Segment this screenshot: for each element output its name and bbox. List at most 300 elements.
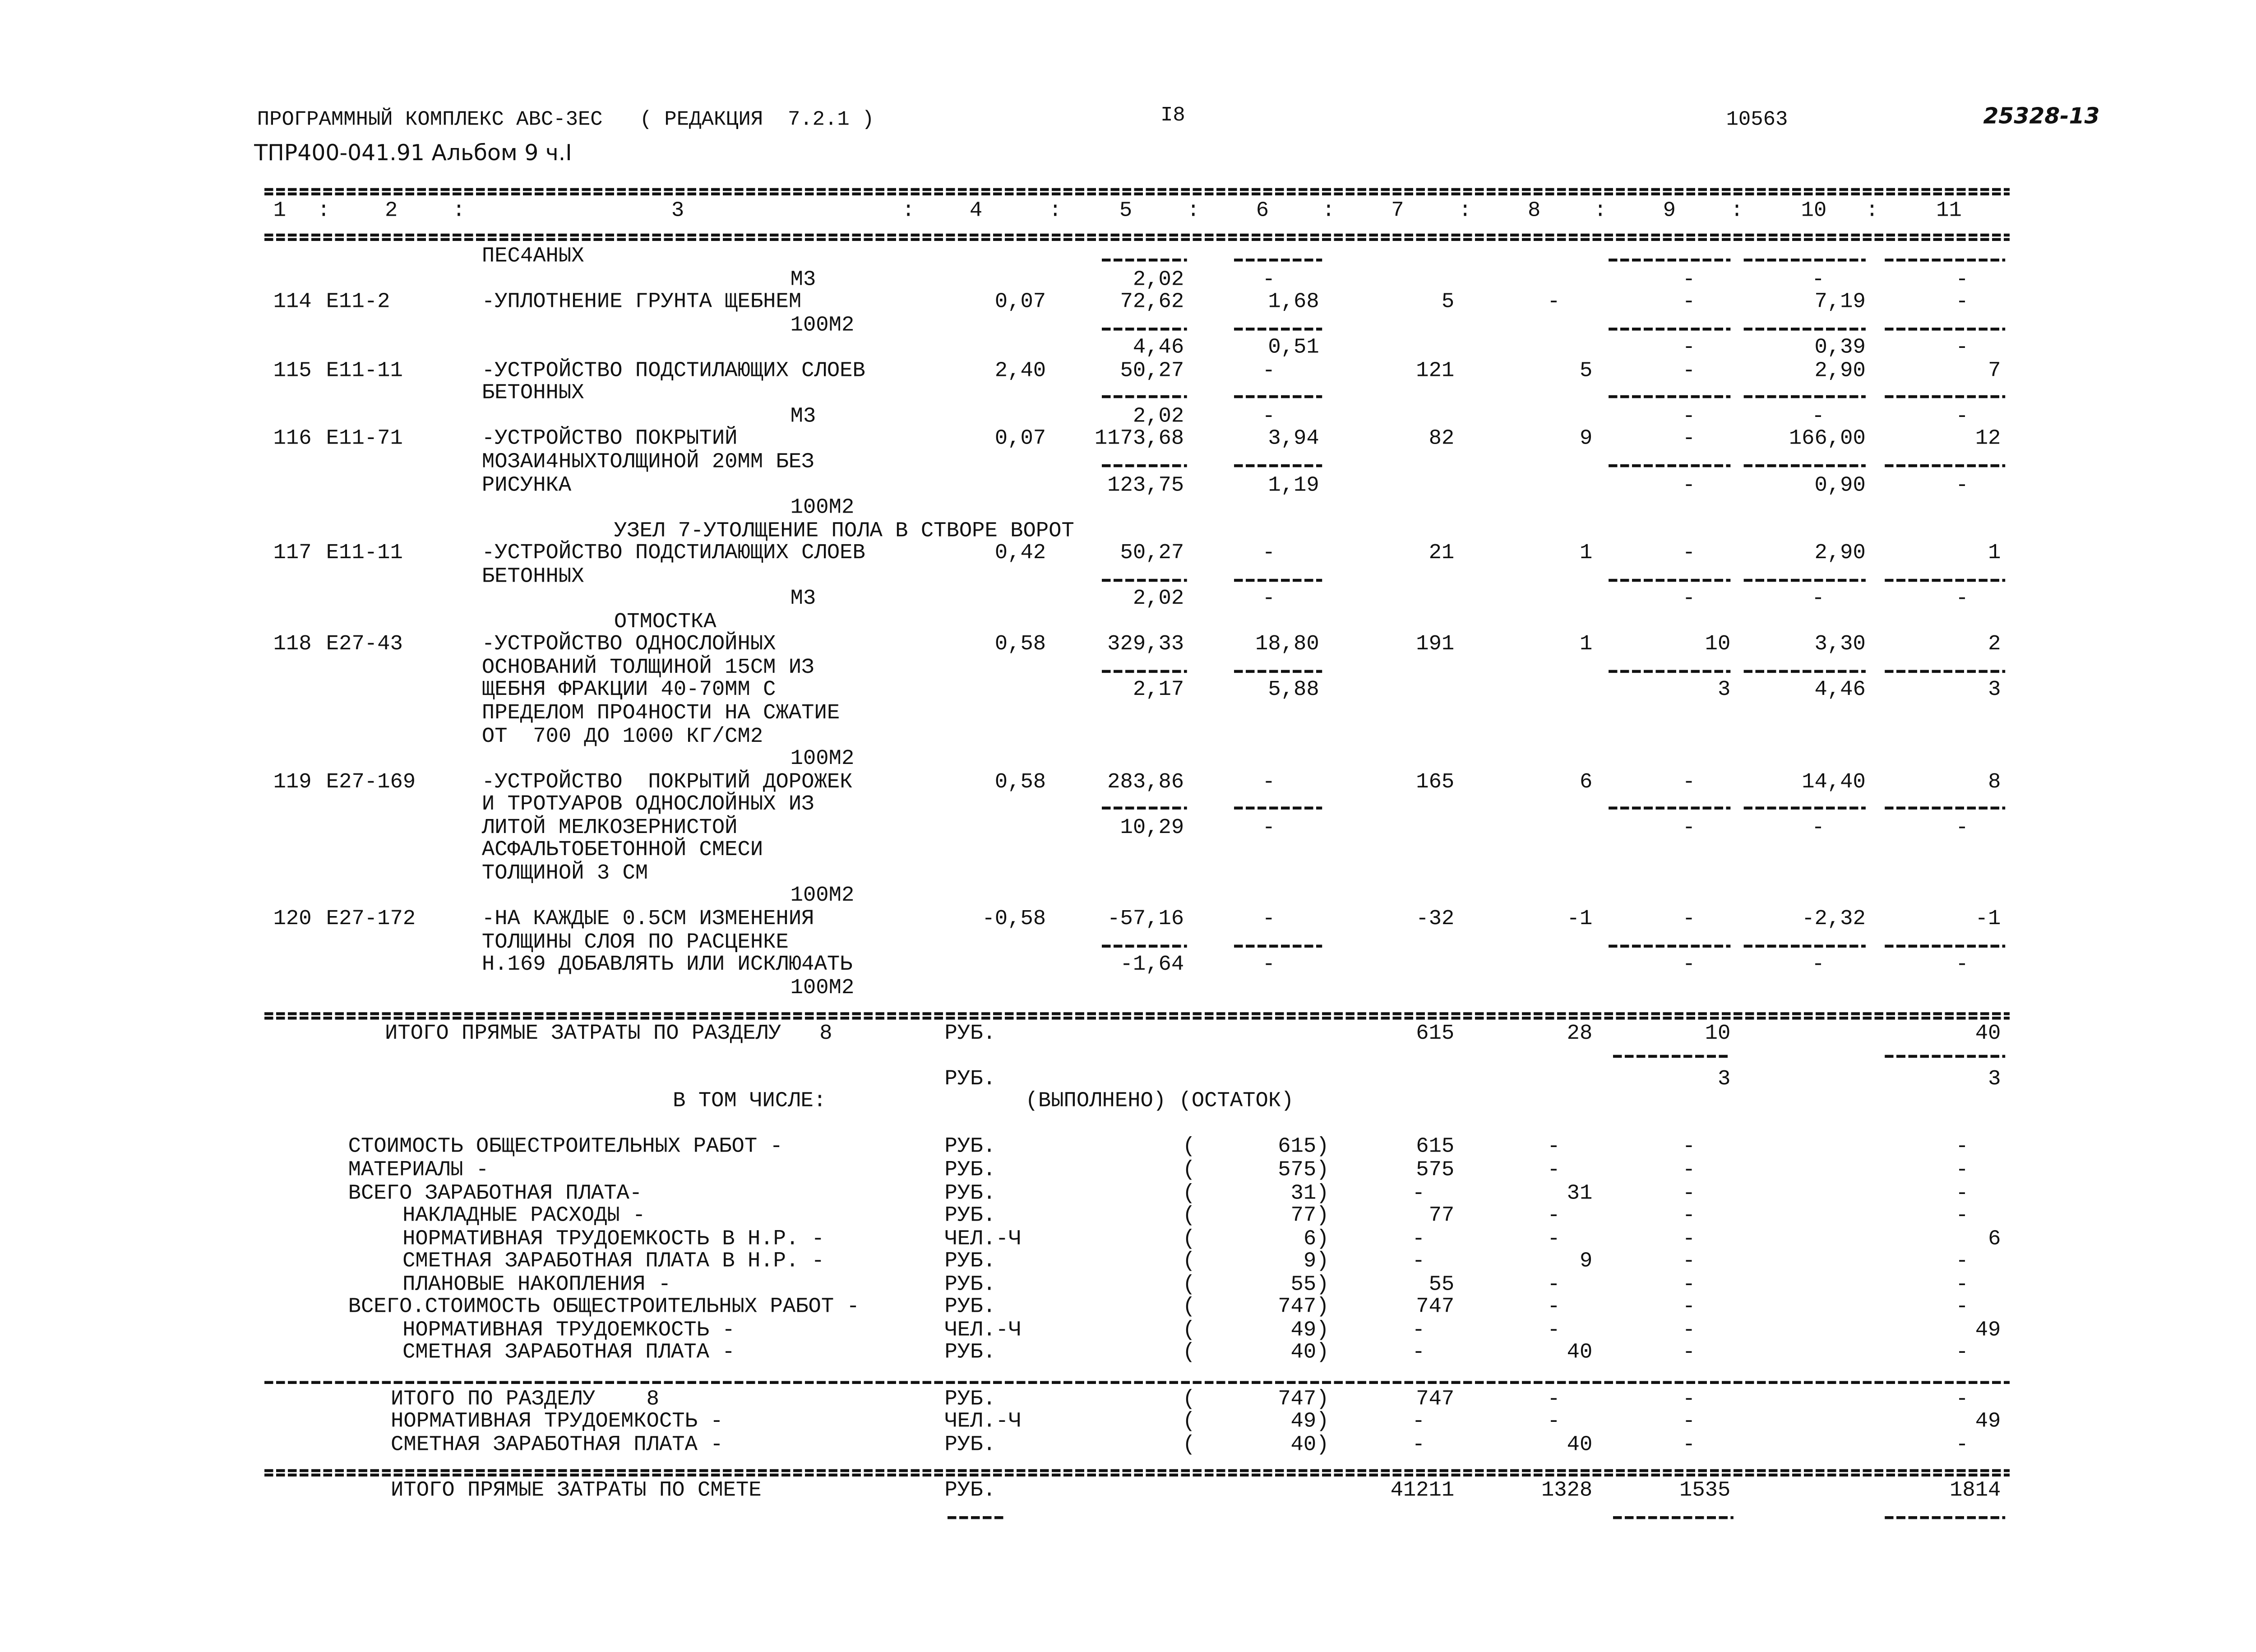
cell-c11: 12 <box>1975 428 2001 452</box>
cell-c5: 1173,68 <box>1094 428 1184 452</box>
header-rule-top-2 <box>264 193 2010 196</box>
summary-label: ВСЕГО ЗАРАБОТНАЯ ПЛАТА- <box>348 1182 643 1206</box>
paren-close: ) <box>1316 1227 1329 1251</box>
work-description: Н.169 ДОБАВЛЯТЬ ИЛИ ИСКЛЮ4АТЬ <box>481 953 853 977</box>
cell-c11: 2 <box>1988 634 2001 657</box>
cell-c8: - <box>1547 1205 1560 1229</box>
summary-sublabel: НОРМАТИВНАЯ ТРУДОЕМКОСТЬ В Н.Р. - <box>402 1227 825 1251</box>
value-divider <box>1744 578 1866 582</box>
cell-c8: 1328 <box>1541 1479 1593 1503</box>
cell-c5: 329,33 <box>1107 634 1184 657</box>
completed-value: 40 <box>1290 1342 1317 1365</box>
measure-unit: 100М2 <box>790 885 855 909</box>
column-separator: : <box>1322 199 1335 223</box>
column-header-10: 10 <box>1801 199 1827 223</box>
work-description: -УСТРОЙСТВО ПОКРЫТИЙ ДОРОЖЕК <box>481 771 853 795</box>
cell-c11: - <box>1956 588 1969 612</box>
cell-c7: - <box>1412 1319 1425 1343</box>
cell-c7: - <box>1412 1342 1425 1365</box>
currency-unit: РУБ. <box>944 1250 996 1274</box>
handwritten-number: 25328-13 <box>1983 102 2100 130</box>
item-number: 114 <box>273 291 312 315</box>
cell-c11: - <box>1956 291 1969 315</box>
value-divider <box>1234 464 1322 467</box>
currency-unit: ЧЕЛ.-Ч <box>944 1319 1022 1343</box>
cell-c8: - <box>1547 1227 1560 1251</box>
cell-c10: - <box>1812 953 1825 977</box>
rate-code: Е27-43 <box>326 634 403 657</box>
work-description: ТОЛЩИНОЙ 3 СМ <box>481 862 648 886</box>
cell-c6: 0,51 <box>1268 337 1319 361</box>
cell-c8: 31 <box>1567 1182 1593 1206</box>
cell-c9: - <box>1682 1388 1696 1411</box>
column-header-1: 1 <box>273 199 286 223</box>
measure-unit: М3 <box>790 405 816 429</box>
work-description: ПРЕДЕЛОМ ПРО4НОСТИ НА СЖАТИЕ <box>481 702 840 726</box>
cell-c4: 0,42 <box>994 542 1046 566</box>
cell-c8: 9 <box>1579 1250 1593 1274</box>
paren-close: ) <box>1316 1433 1329 1457</box>
cell-c11: 6 <box>1988 1227 2001 1251</box>
value-divider <box>1609 259 1730 262</box>
column-separator: : <box>1730 199 1743 223</box>
work-description: -УСТРОЙСТВО ПОДСТИЛАЮЩИХ СЛОЕВ <box>481 359 865 383</box>
column-header-7: 7 <box>1391 199 1404 223</box>
cell-c10: -2,32 <box>1802 907 1866 931</box>
paren-open: ( <box>1182 1388 1196 1411</box>
cell-c8: - <box>1547 1388 1560 1411</box>
cell-c10: 3,30 <box>1814 634 1866 657</box>
cell-c5: 2,02 <box>1133 405 1184 429</box>
cell-c7: 615 <box>1416 1022 1455 1046</box>
currency-unit: РУБ. <box>944 1342 996 1365</box>
cell-c10: 166,00 <box>1789 428 1866 452</box>
cell-c7: - <box>1412 1250 1425 1274</box>
value-divider <box>1744 807 1866 810</box>
value-divider <box>1609 396 1730 399</box>
value-divider <box>1234 807 1322 810</box>
measure-unit: 100М2 <box>790 748 855 772</box>
total-label: ИТОГО ПРЯМЫЕ ЗАТРАТЫ ПО РАЗДЕЛУ 8 <box>385 1022 832 1046</box>
paren-close: ) <box>1316 1410 1329 1434</box>
completed-value: 6 <box>1303 1227 1317 1251</box>
column-header-9: 9 <box>1663 199 1676 223</box>
column-separator: : <box>1459 199 1472 223</box>
cell-c6: - <box>1262 405 1276 429</box>
cell-c6: 1,68 <box>1268 291 1319 315</box>
cell-c9: - <box>1682 1227 1696 1251</box>
summary-sublabel: ПЛАНОВЫЕ НАКОПЛЕНИЯ - <box>402 1273 671 1297</box>
currency-unit: РУБ. <box>944 1182 996 1206</box>
cell-c10: 2,90 <box>1814 359 1866 383</box>
value-divider <box>1885 807 2005 810</box>
value-divider <box>1609 670 1730 673</box>
column-separator: : <box>1187 199 1200 223</box>
paren-open: ( <box>1182 1433 1196 1457</box>
work-description: МОЗАИ4НЫХТОЛЩИНОЙ 20ММ БЕЗ <box>481 451 814 475</box>
cell-c10: 2,90 <box>1814 542 1866 566</box>
total-label: ИТОГО ПРЯМЫЕ ЗАТРАТЫ ПО СМЕТЕ <box>391 1479 762 1503</box>
cell-c9: - <box>1682 1319 1696 1343</box>
currency-unit: РУБ. <box>944 1273 996 1297</box>
completed-value: 575 <box>1278 1159 1317 1183</box>
currency-unit: ЧЕЛ.-Ч <box>944 1410 1022 1434</box>
value-divider <box>1885 396 2005 399</box>
paren-close: ) <box>1316 1250 1329 1274</box>
item-number: 120 <box>273 907 312 931</box>
cell-c4: 0,58 <box>994 634 1046 657</box>
currency-unit: РУБ. <box>944 1022 996 1046</box>
cell-c7: 55 <box>1428 1273 1455 1297</box>
cell-c7: - <box>1412 1182 1425 1206</box>
cell-c8: - <box>1547 291 1560 315</box>
total-underline <box>1613 1516 1734 1519</box>
cell-c7: 82 <box>1428 428 1455 452</box>
cell-c9: - <box>1682 542 1696 566</box>
cell-c6: - <box>1262 542 1276 566</box>
summary-rule <box>264 1381 2010 1384</box>
value-divider <box>1234 327 1322 330</box>
value-divider <box>1613 1055 1730 1058</box>
measure-unit: 100М2 <box>790 496 855 520</box>
cell-c9: - <box>1682 1136 1696 1160</box>
cell-c11: - <box>1956 1159 1969 1183</box>
cell-c9: - <box>1682 428 1696 452</box>
rate-code: Е11-71 <box>326 428 403 452</box>
paren-open: ( <box>1182 1273 1196 1297</box>
cell-c11: - <box>1956 1342 1969 1365</box>
cell-c5: 2,02 <box>1133 588 1184 612</box>
column-header-5: 5 <box>1119 199 1133 223</box>
cell-c8: - <box>1547 1159 1560 1183</box>
cell-c7: -32 <box>1416 907 1455 931</box>
cell-c8: 40 <box>1567 1433 1593 1457</box>
cell-c9: - <box>1682 473 1696 498</box>
value-divider <box>1234 944 1322 947</box>
cell-c11: - <box>1956 1205 1969 1229</box>
value-divider <box>1885 578 2005 582</box>
measure-unit: 100М2 <box>790 314 855 338</box>
value-divider <box>1102 807 1187 810</box>
completed-value: 40 <box>1290 1433 1317 1457</box>
cell-c7: 747 <box>1416 1388 1455 1411</box>
cell-c11: 49 <box>1975 1319 2001 1343</box>
value-divider <box>1885 944 2005 947</box>
total-rule-2 <box>264 1474 2010 1477</box>
cell-c11: - <box>1956 337 1969 361</box>
cell-c9: - <box>1682 1273 1696 1297</box>
cell-c7: 41211 <box>1390 1479 1455 1503</box>
measure-unit: 100М2 <box>790 976 855 1000</box>
cell-c7: 191 <box>1416 634 1455 657</box>
cell-c7: - <box>1412 1227 1425 1251</box>
work-description: -УСТРОЙСТВО ПОДСТИЛАЮЩИХ СЛОЕВ <box>481 542 865 566</box>
cell-c11: 1814 <box>1950 1479 2001 1503</box>
header-rule-bottom <box>264 234 2010 237</box>
paren-open: ( <box>1182 1159 1196 1183</box>
total-underline <box>948 1516 1003 1519</box>
cell-c8: - <box>1547 1319 1560 1343</box>
measure-unit: М3 <box>790 588 816 612</box>
completed-value: 49 <box>1290 1410 1317 1434</box>
paren-close: ) <box>1316 1159 1329 1183</box>
cell-c11: - <box>1956 1136 1969 1160</box>
cell-c9: - <box>1682 1433 1696 1457</box>
cell-c6: - <box>1262 953 1276 977</box>
cell-c9: 10 <box>1705 1022 1731 1046</box>
cell-c10: - <box>1812 588 1825 612</box>
cell-c9: 1535 <box>1679 1479 1731 1503</box>
completed-value: 77 <box>1290 1205 1317 1229</box>
cell-c7: 747 <box>1416 1296 1455 1320</box>
cell-c6: 18,80 <box>1255 634 1319 657</box>
value-divider <box>1102 396 1187 399</box>
cell-c4: 0,58 <box>994 771 1046 795</box>
cell-c11: - <box>1956 1182 1969 1206</box>
item-number: 119 <box>273 771 312 795</box>
completed-value: 615 <box>1278 1136 1317 1160</box>
cell-c6: - <box>1262 268 1276 292</box>
paren-open: ( <box>1182 1205 1196 1229</box>
value-divider <box>1234 578 1322 582</box>
cell-c8: - <box>1547 1273 1560 1297</box>
cell-c10: 14,40 <box>1802 771 1866 795</box>
cell-c8: 9 <box>1579 428 1593 452</box>
value-divider <box>1609 807 1730 810</box>
cell-c8: -1 <box>1567 907 1593 931</box>
cell-c11: 7 <box>1988 359 2001 383</box>
cell-c9: - <box>1682 359 1696 383</box>
cell-c9: - <box>1682 816 1696 840</box>
cell-c10: - <box>1812 268 1825 292</box>
rate-code: Е27-172 <box>326 907 416 931</box>
cell-c6: 5,88 <box>1268 679 1319 703</box>
cell-c9: - <box>1682 588 1696 612</box>
cell-c8: 6 <box>1579 771 1593 795</box>
cell-c8: - <box>1547 1136 1560 1160</box>
cell-c9: - <box>1682 1182 1696 1206</box>
cell-c11: - <box>1956 473 1969 498</box>
cell-c11: -1 <box>1975 907 2001 931</box>
column-header-8: 8 <box>1528 199 1541 223</box>
cell-c7: 615 <box>1416 1136 1455 1160</box>
work-description: ОТ 700 ДО 1000 КГ/СМ2 <box>481 725 763 749</box>
completed-value: 747 <box>1278 1388 1317 1411</box>
summary-label: МАТЕРИАЛЫ - <box>348 1159 489 1183</box>
currency-unit: РУБ. <box>944 1159 996 1183</box>
cell-c8: - <box>1547 1296 1560 1320</box>
column-separator: : <box>1594 199 1607 223</box>
cell-c9: - <box>1682 405 1696 429</box>
cell-c5: 50,27 <box>1120 359 1184 383</box>
work-description: БЕТОННЫХ <box>481 565 584 589</box>
cell-c7: 21 <box>1428 542 1455 566</box>
cell-c9: - <box>1682 1342 1696 1365</box>
cell-c9: - <box>1682 291 1696 315</box>
completed-value: 31 <box>1290 1182 1317 1206</box>
cell-c11: - <box>1956 1296 1969 1320</box>
cell-c11: - <box>1956 953 1969 977</box>
cell-c5: 10,29 <box>1120 816 1184 840</box>
rate-code: Е11-2 <box>326 291 390 315</box>
total-label: ИТОГО ПО РАЗДЕЛУ 8 <box>391 1388 659 1411</box>
cell-c11: 40 <box>1975 1022 2001 1046</box>
subsection-heading: УЗЕЛ 7-УТОЛЩЕНИЕ ПОЛА В СТВОРЕ ВОРОТ <box>614 519 1074 543</box>
cell-c6: - <box>1262 907 1276 931</box>
cell-c10: 0,90 <box>1814 473 1866 498</box>
summary-label: СТОИМОСТЬ ОБЩЕСТРОИТЕЛЬНЫХ РАБОТ - <box>348 1136 783 1160</box>
paren-close: ) <box>1316 1296 1329 1320</box>
work-description: АСФАЛЬТОБЕТОННОЙ СМЕСИ <box>481 839 763 863</box>
value-divider <box>1234 396 1322 399</box>
paren-open: ( <box>1182 1250 1196 1274</box>
work-description: ЛИТОЙ МЕЛКОЗЕРНИСТОЙ <box>481 816 738 840</box>
cell-c9: 3 <box>1717 679 1731 703</box>
column-separator: : <box>1865 199 1879 223</box>
including-heading: В ТОМ ЧИСЛЕ: <box>673 1090 827 1115</box>
cell-c6: - <box>1262 771 1276 795</box>
album-title: ТПР400-041.91 Альбом 9 ч.I <box>254 139 572 166</box>
cell-c5: 50,27 <box>1120 542 1184 566</box>
cell-c5: -1,64 <box>1120 953 1184 977</box>
done-remaining-note: (ВЫПОЛНЕНО) (ОСТАТОК) <box>1025 1090 1294 1115</box>
section-rule-2 <box>264 1017 2010 1020</box>
cell-c11: 8 <box>1988 771 2001 795</box>
page-number: I8 <box>1160 104 1185 128</box>
paren-open: ( <box>1182 1136 1196 1160</box>
currency-unit: ЧЕЛ.-Ч <box>944 1227 1022 1251</box>
completed-value: 9 <box>1303 1250 1317 1274</box>
cell-c4: 0,07 <box>994 291 1046 315</box>
currency-unit: РУБ. <box>944 1479 996 1503</box>
work-description: -НА КАЖДЫЕ 0.5СМ ИЗМЕНЕНИЯ <box>481 907 814 931</box>
cell-c6: - <box>1262 588 1276 612</box>
cell-c11: 3 <box>1988 679 2001 703</box>
cell-c11: - <box>1956 405 1969 429</box>
paren-open: ( <box>1182 1227 1196 1251</box>
summary-label: ВСЕГО.СТОИМОСТЬ ОБЩЕСТРОИТЕЛЬНЫХ РАБОТ - <box>348 1296 860 1320</box>
cell-c11: - <box>1956 1388 1969 1411</box>
cell-c6: 1,19 <box>1268 473 1319 498</box>
cell-c8: 1 <box>1579 542 1593 566</box>
cell-c7: - <box>1412 1433 1425 1457</box>
cell-c8: - <box>1547 1410 1560 1434</box>
value-divider <box>1102 464 1187 467</box>
cell-c11: - <box>1956 1273 1969 1297</box>
value-divider <box>1885 1055 2005 1058</box>
work-description: -УПЛОТНЕНИЕ ГРУНТА ЩЕБНЕМ <box>481 291 802 315</box>
cell-c9: - <box>1682 907 1696 931</box>
paren-open: ( <box>1182 1182 1196 1206</box>
cell-c8: 5 <box>1579 359 1593 383</box>
item-number: 115 <box>273 359 312 383</box>
column-header-4: 4 <box>969 199 983 223</box>
value-divider <box>1102 670 1187 673</box>
header-rule-bottom-2 <box>264 238 2010 241</box>
cell-c4: 2,40 <box>994 359 1046 383</box>
work-description: -УСТРОЙСТВО ПОКРЫТИЙ <box>481 428 738 452</box>
value-divider <box>1885 670 2005 673</box>
cell-c8: 28 <box>1567 1022 1593 1046</box>
cell-c9: - <box>1682 1205 1696 1229</box>
section-rule <box>264 1012 2010 1015</box>
value-divider <box>1234 670 1322 673</box>
paren-close: ) <box>1316 1136 1329 1160</box>
cell-c9: - <box>1682 1159 1696 1183</box>
column-separator: : <box>317 199 330 223</box>
currency-unit: РУБ. <box>944 1388 996 1411</box>
work-description: -УСТРОЙСТВО ОДНОСЛОЙНЫХ <box>481 634 776 657</box>
value-divider <box>1744 396 1866 399</box>
rate-code: Е11-11 <box>326 359 403 383</box>
cell-c9: - <box>1682 1410 1696 1434</box>
subsection-heading: ОТМОСТКА <box>614 611 717 634</box>
value-divider <box>1102 944 1187 947</box>
cell-c10: 7,19 <box>1814 291 1866 315</box>
cell-c4: -0,58 <box>982 907 1046 931</box>
value-divider <box>1609 464 1730 467</box>
value-divider <box>1609 578 1730 582</box>
work-description: И ТРОТУАРОВ ОДНОСЛОЙНЫХ ИЗ <box>481 793 814 817</box>
cell-c10: 0,39 <box>1814 337 1866 361</box>
cell-c11: - <box>1956 816 1969 840</box>
item-number: 117 <box>273 542 312 566</box>
cell-c9: - <box>1682 771 1696 795</box>
paren-close: ) <box>1316 1205 1329 1229</box>
work-description: ТОЛЩИНЫ СЛОЯ ПО РАСЦЕНКЕ <box>481 930 789 954</box>
total-underline <box>1885 1516 2005 1519</box>
document-code: 10563 <box>1726 108 1788 133</box>
total-label: СМЕТНАЯ ЗАРАБОТНАЯ ПЛАТА - <box>391 1433 723 1457</box>
cell-c11: - <box>1956 1250 1969 1274</box>
rate-code: Е27-169 <box>326 771 416 795</box>
cell-c5: 2,17 <box>1133 679 1184 703</box>
completed-value: 49 <box>1290 1319 1317 1343</box>
cell-c8: 1 <box>1579 634 1593 657</box>
header-rule-top <box>264 188 2010 191</box>
paren-open: ( <box>1182 1296 1196 1320</box>
currency-unit: РУБ. <box>944 1433 996 1457</box>
cell-c9: 3 <box>1717 1068 1731 1092</box>
cell-c10: - <box>1812 405 1825 429</box>
paren-open: ( <box>1182 1319 1196 1343</box>
column-separator: : <box>1049 199 1062 223</box>
summary-sublabel: СМЕТНАЯ ЗАРАБОТНАЯ ПЛАТА - <box>402 1342 735 1365</box>
cell-c9: - <box>1682 1296 1696 1320</box>
item-number: 116 <box>273 428 312 452</box>
cell-c9: - <box>1682 337 1696 361</box>
total-rule <box>264 1469 2010 1472</box>
paren-open: ( <box>1182 1410 1196 1434</box>
completed-value: 55 <box>1290 1273 1317 1297</box>
cell-c11: - <box>1956 1433 1969 1457</box>
cell-c7: 165 <box>1416 771 1455 795</box>
paren-close: ) <box>1316 1388 1329 1411</box>
rate-code: Е11-11 <box>326 542 403 566</box>
column-header-3: 3 <box>671 199 684 223</box>
work-description: РИСУНКА <box>481 473 572 498</box>
cell-c6: - <box>1262 816 1276 840</box>
cell-c11: 3 <box>1988 1068 2001 1092</box>
cell-c10: - <box>1812 816 1825 840</box>
work-description: ОСНОВАНИЙ ТОЛЩИНОЙ 15СМ ИЗ <box>481 656 814 680</box>
cell-c5: 123,75 <box>1107 473 1184 498</box>
value-divider <box>1234 259 1322 262</box>
column-header-6: 6 <box>1256 199 1269 223</box>
value-divider <box>1744 670 1866 673</box>
summary-sublabel: СМЕТНАЯ ЗАРАБОТНАЯ ПЛАТА В Н.Р. - <box>402 1250 825 1274</box>
total-label: НОРМАТИВНАЯ ТРУДОЕМКОСТЬ - <box>391 1410 723 1434</box>
